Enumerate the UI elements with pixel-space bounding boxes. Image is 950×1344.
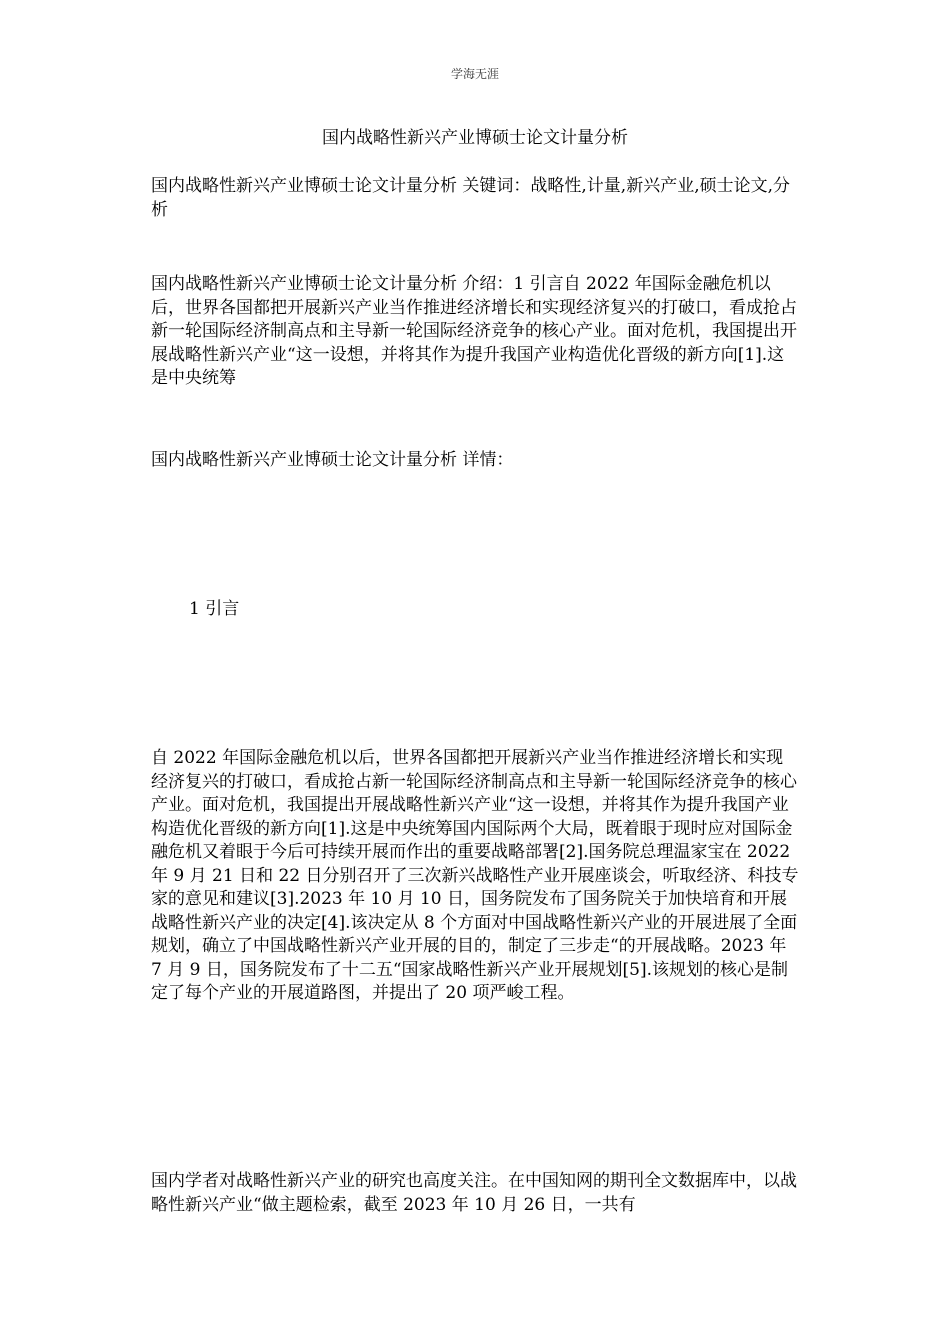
page-header: 学海无涯 xyxy=(450,67,499,81)
document-title: 国内战略性新兴产业博硕士论文计量分析 xyxy=(322,128,628,148)
body-paragraph-continued: 国内学者对战略性新兴产业的研究也高度关注。在中国知网的期刊全文数据库中，以战略性新兴产业“做主题检索，截至 2023 年 10 月 26 日，一共有 xyxy=(151,1171,797,1215)
section-heading: 1 引言 xyxy=(189,599,240,619)
intro-paragraph: 国内战略性新兴产业博硕士论文计量分析 介绍：1 引言自 2022 年国际金融危机以后，世界各国都把开展新兴产业当作推进经济增长和实现经济复兴的打破口，看成抢占新一轮国际经济制高点和主导新一轮国际经济竞争的核心产业。面对危机，我国提出开展战略性新兴产业“这一设想，并将其作为提升我国产业构造优化晋级的新方向[1].这是中央统筹 xyxy=(151,274,797,388)
body-paragraph: 自 2022 年国际金融危机以后，世界各国都把开展新兴产业当作推进经济增长和实现经济复兴的打破口，看成抢占新一轮国际经济制高点和主导新一轮国际经济竞争的核心产业。面对危机，我国提出开展战略性新兴产业“这一设想，并将其作为提升我国产业构造优化晋级的新方向[1].这是中央统筹国内国际两个大局，既着眼于现时应对国际金融危机又着眼于今后可持续开展而作出的重要战略部署[2].国务院总理温家宝在 2022 年 9 月 21 日和 22 日分别召开了三次新兴战略性产业开展座谈会，听取经济、科技专家的意见和建议[3].2023 年 10 月 10 日，国务院发布了国务院关于加快培育和开展战略性新兴产业的决定[4].该决定从 8 个方面对中国战略性新兴产业的开展进展了全面规划，确立了中国战略性新兴产业开展的目的，制定了三步走“的开展战略。2023 年 7 月 9 日，国务院发布了十二五“国家战略性新兴产业开展规划[5].该规划的核心是制定了每个产业的开展道路图，并提出了 20 项严峻工程。 xyxy=(151,748,799,1003)
detail-paragraph: 国内战略性新兴产业博硕士论文计量分析 详情： xyxy=(151,450,514,470)
keywords-paragraph: 国内战略性新兴产业博硕士论文计量分析 关键词：战略性,计量,新兴产业,硕士论文,分析 xyxy=(151,176,791,220)
